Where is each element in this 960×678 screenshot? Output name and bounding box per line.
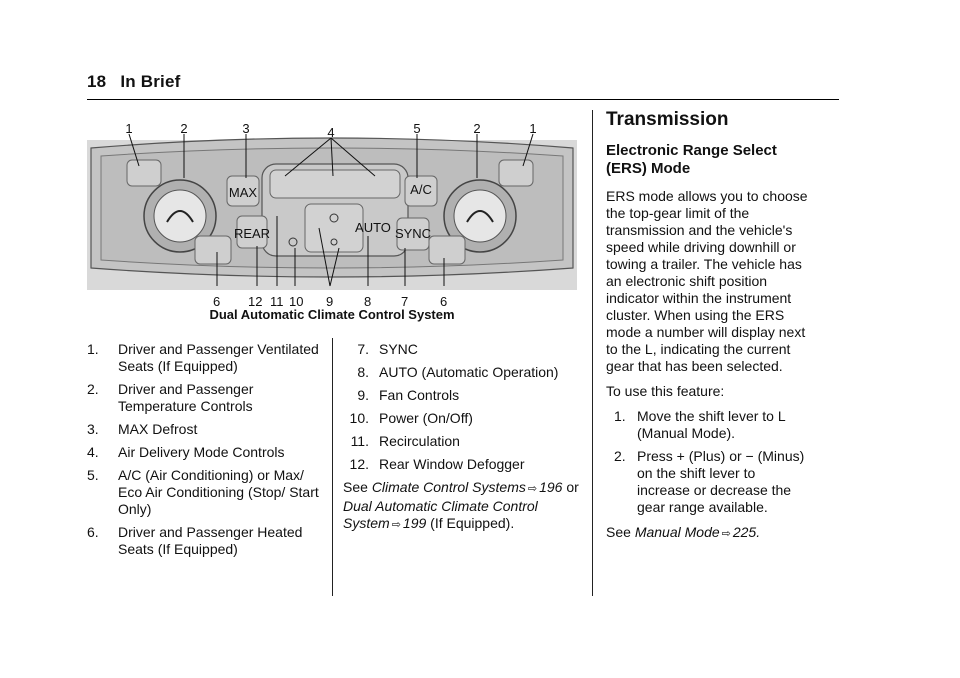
rear-label: REAR (233, 226, 271, 241)
list-item (343, 410, 583, 427)
list-item-text: A/C (Air Conditioning) or Max/ Eco Air Conditioning (Stop/ Start Only) (118, 467, 319, 517)
list-item-text: Fan Controls (379, 387, 460, 403)
list-item-number: 6. (87, 524, 99, 540)
ers-steps (606, 408, 812, 516)
list-item-number: 9. (357, 387, 369, 403)
see-reference (343, 479, 583, 534)
see-suffix: (If Equipped). (430, 515, 515, 531)
list-item-text: SYNC (379, 341, 418, 357)
see-page-196[interactable]: 196 (539, 479, 563, 495)
list-item (343, 364, 583, 381)
transmission-column (606, 111, 812, 543)
list-item (87, 381, 325, 415)
list-item-number: 1. (614, 408, 626, 424)
list-item-text: Air Delivery Mode Controls (118, 444, 285, 460)
list-item-number: 5. (87, 467, 99, 483)
callout-bottom-8: 8 (364, 294, 372, 309)
ers-subtitle: Electronic Range Select (ERS) Mode (606, 142, 777, 177)
list-item (343, 341, 583, 358)
ac-label: A/C (410, 182, 432, 197)
callout-top-5: 5 (413, 121, 421, 136)
legend-column-right (343, 341, 583, 534)
header-rule (87, 99, 839, 100)
page-arrow-icon: ⇨ (721, 528, 731, 540)
page-arrow-icon: ⇨ (391, 519, 401, 531)
figure-caption: Dual Automatic Climate Control System (209, 307, 455, 322)
list-item-number: 2. (87, 381, 99, 397)
list-item-number: 1. (87, 341, 99, 357)
list-item-text: Rear Window Defogger (379, 456, 525, 472)
see-prefix: See (343, 479, 368, 495)
list-item-text: AUTO (Automatic Operation) (379, 364, 559, 380)
see-ref-climate-control[interactable]: Climate Control Systems (371, 479, 526, 495)
list-item-text: MAX Defrost (118, 421, 198, 437)
max-label: MAX (228, 185, 258, 200)
column-divider-2 (592, 110, 593, 596)
callout-bottom-11: 11 (270, 294, 284, 309)
list-item-text: Press + (Plus) or − (Minus) on the shift lever to increase or decrease the gear range available. (637, 448, 805, 515)
list-item (606, 448, 812, 516)
list-item-text: Power (On/Off) (379, 410, 473, 426)
callout-top-3: 3 (242, 121, 250, 136)
list-item (343, 387, 583, 404)
list-item-number: 11. (350, 433, 369, 449)
list-item (343, 456, 583, 473)
legend-list-left (87, 341, 325, 558)
list-item (87, 341, 325, 375)
passenger-vent-seat-button (499, 160, 533, 186)
list-item (87, 444, 325, 461)
list-item (343, 433, 583, 450)
passenger-temp-knob-inner (454, 190, 506, 242)
list-item-text: Driver and Passenger Temperature Controls (118, 381, 254, 414)
page-arrow-icon: ⇨ (527, 483, 538, 495)
callout-bottom-9: 9 (326, 294, 334, 309)
list-item-number: 10. (349, 410, 369, 426)
list-item-number: 3. (87, 421, 99, 437)
column-divider-1 (332, 338, 333, 596)
driver-temp-knob-inner (154, 190, 206, 242)
mode-button-row (270, 170, 400, 198)
see-ref-dual-climate[interactable]: Dual Automatic Climate Control System (343, 498, 538, 531)
auto-label: AUTO (355, 220, 391, 235)
page-number: 18 (87, 72, 107, 91)
callout-top-1b: 1 (529, 121, 537, 136)
climate-control-illustration (87, 118, 577, 293)
list-item (87, 524, 325, 558)
callout-bottom-6b: 6 (440, 294, 448, 309)
legend-column-left (87, 341, 325, 564)
see-prefix: See (606, 524, 631, 540)
transmission-title: Transmission (606, 109, 729, 130)
list-item (87, 467, 325, 518)
callout-top-2b: 2 (473, 121, 481, 136)
list-item-text: Recirculation (379, 433, 460, 449)
callout-top-2: 2 (180, 121, 188, 136)
list-item (606, 408, 812, 442)
see-ref-manual-mode[interactable]: Manual Mode (634, 524, 720, 540)
list-item-text: Driver and Passenger Ventilated Seats (If Equipped) (118, 341, 319, 374)
ers-description: ERS mode allows you to choose the top-gear limit of the transmission and the vehicle's speed while driving downhill or towing a trailer. The vehicle has an electronic shift position indicator within the instrument cluster. When using the ERS mode a number will display next to the L, indicating the current gear that has been selected. (606, 188, 808, 374)
list-item-number: 4. (87, 444, 99, 460)
list-item-number: 12. (349, 456, 369, 472)
list-item-number: 8. (357, 364, 369, 380)
list-item-number: 7. (357, 341, 369, 357)
see-or: or (566, 479, 579, 495)
see-page-225[interactable]: 225. (732, 524, 761, 540)
callout-bottom-10: 10 (289, 294, 304, 309)
ers-use-intro: To use this feature: (606, 383, 725, 399)
list-item (87, 421, 325, 438)
callout-bottom-12: 12 (248, 294, 263, 309)
legend-list-right (343, 341, 583, 473)
callout-bottom-6: 6 (213, 294, 221, 309)
callout-top-1: 1 (125, 121, 133, 136)
see-page-199[interactable]: 199 (402, 515, 427, 531)
manual-mode-reference (606, 524, 812, 543)
section-title: In Brief (120, 72, 181, 91)
list-item-number: 2. (614, 448, 626, 464)
list-item-text: Move the shift lever to L (Manual Mode). (637, 408, 786, 441)
passenger-heat-seat-button (429, 236, 465, 264)
driver-heat-seat-button (195, 236, 231, 264)
sync-label: SYNC (394, 226, 432, 241)
callout-top-4: 4 (327, 125, 335, 140)
callout-bottom-7: 7 (401, 294, 409, 309)
page-header (87, 72, 180, 92)
driver-vent-seat-button (127, 160, 161, 186)
list-item-text: Driver and Passenger Heated Seats (If Equipped) (118, 524, 303, 557)
